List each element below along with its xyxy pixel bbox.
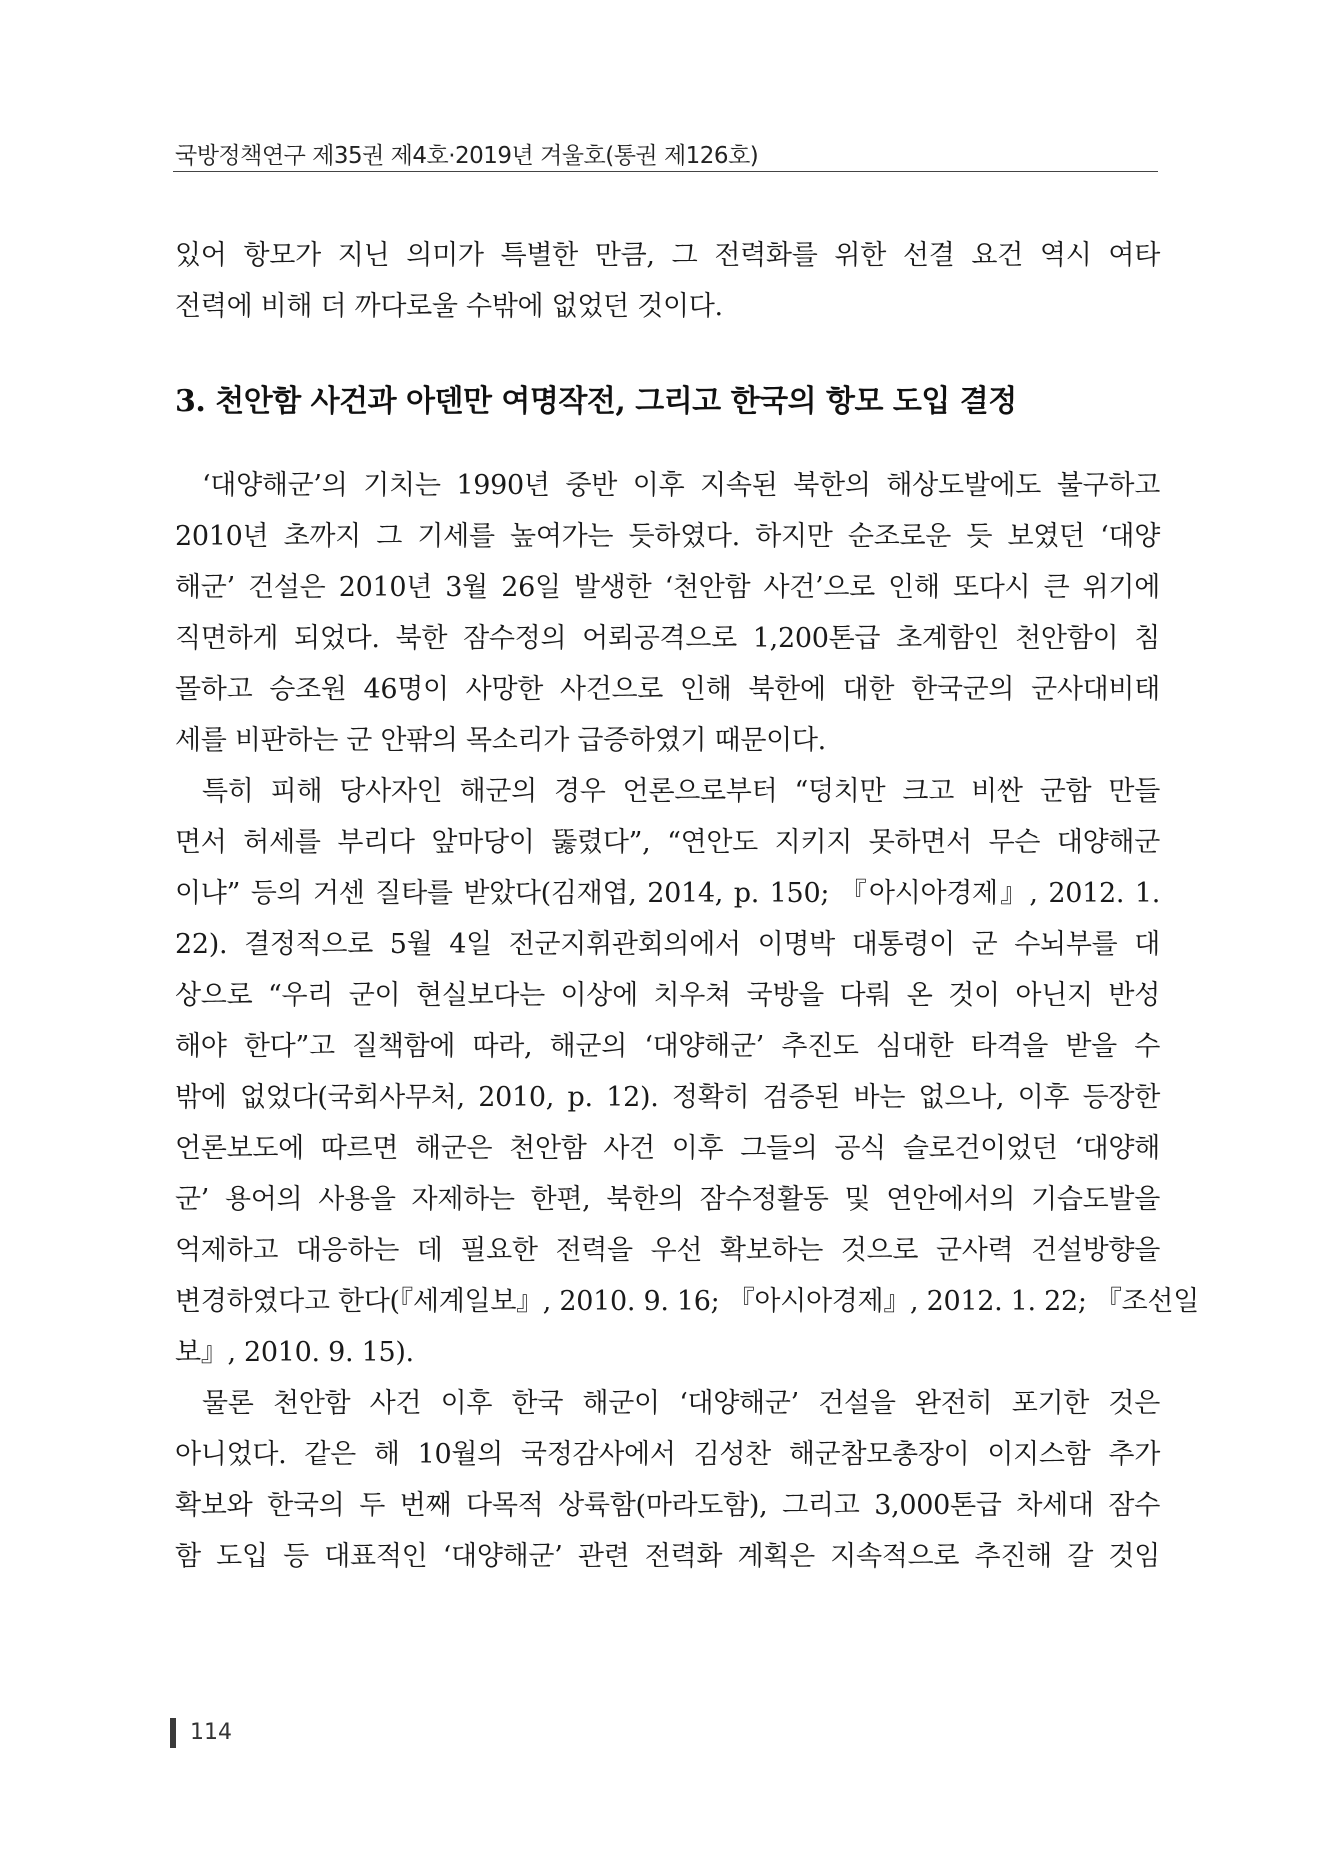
section-heading: 3. 천안함 사건과 아덴만 여명작전, 그리고 한국의 항모 도입 결정 [175, 384, 1017, 419]
text-line: 전력에 비해 더 까다로울 수밖에 없었던 것이다. [175, 291, 723, 322]
text-line: 특히 피해 당사자인 해군의 경우 언론으로부터 “덩치만 크고 비싼 군함 만들 [202, 776, 1160, 807]
paragraph-3 [175, 1378, 1160, 1582]
text-line: 억제하고 대응하는 데 필요한 전력을 우선 확보하는 것으로 군사력 건설방향을 [175, 1235, 1160, 1266]
text-line: 면서 허세를 부리다 앞마당이 뚫렸다”, “연안도 지키지 못하면서 무슨 대양해군 [175, 827, 1160, 858]
body-content [175, 230, 1199, 1582]
text-line: 해야 한다”고 질책함에 따라, 해군의 ‘대양해군’ 추진도 심대한 타격을 받을 수 [175, 1031, 1160, 1062]
paragraph-1 [175, 460, 1160, 766]
intro-paragraph [175, 230, 1160, 332]
page-number: 114 [190, 1720, 232, 1745]
text-line: 변경하였다고 한다(『세계일보』, 2010. 9. 16; 『아시아경제』, 2012. 1. 22; 『조선일 [175, 1286, 1199, 1317]
text-line: 보』, 2010. 9. 15). [175, 1337, 414, 1368]
paragraph-2 [175, 766, 1199, 1378]
text-line: 확보와 한국의 두 번째 다목적 상륙함(마라도함), 그리고 3,000톤급 차세대 잠수 [175, 1490, 1160, 1521]
text-line: 해군’ 건설은 2010년 3월 26일 발생한 ‘천안함 사건’으로 인해 또다시 큰 위기에 [175, 572, 1160, 603]
text-line: 함 도입 등 대표적인 ‘대양해군’ 관련 전력화 계획은 지속적으로 추진해 갈 것임 [175, 1541, 1160, 1572]
text-line: 밖에 없었다(국회사무처, 2010, p. 12). 정확히 검증된 바는 없으나, 이후 등장한 [175, 1082, 1160, 1113]
text-line: 물론 천안함 사건 이후 한국 해군이 ‘대양해군’ 건설을 완전히 포기한 것은 [202, 1388, 1160, 1419]
text-line: 아니었다. 같은 해 10월의 국정감사에서 김성찬 해군참모총장이 이지스함 추가 [175, 1439, 1160, 1470]
text-line: 몰하고 승조원 46명이 사망한 사건으로 인해 북한에 대한 한국군의 군사대비태 [175, 674, 1160, 705]
text-line: ‘대양해군’의 기치는 1990년 중반 이후 지속된 북한의 해상도발에도 불구하고 [202, 470, 1160, 501]
text-line: 군’ 용어의 사용을 자제하는 한편, 북한의 잠수정활동 및 연안에서의 기습도발을 [175, 1184, 1160, 1215]
text-line: 이냐” 등의 거센 질타를 받았다(김재엽, 2014, p. 150; 『아시아경제』, 2012. 1. [175, 878, 1160, 909]
running-header: 국방정책연구 제35권 제4호·2019년 겨울호(통권 제126호) [175, 143, 759, 169]
text-line: 상으로 “우리 군이 현실보다는 이상에 치우쳐 국방을 다뤄 온 것이 아닌지 반성 [175, 980, 1160, 1011]
text-line: 있어 항모가 지닌 의미가 특별한 만큼, 그 전력화를 위한 선결 요건 역시 여타 [175, 240, 1160, 271]
text-line: 직면하게 되었다. 북한 잠수정의 어뢰공격으로 1,200톤급 초계함인 천안함이 침 [175, 623, 1160, 654]
text-line: 세를 비판하는 군 안팎의 목소리가 급증하였기 때문이다. [175, 725, 826, 756]
text-line: 22). 결정적으로 5월 4일 전군지휘관회의에서 이명박 대통령이 군 수뇌부를 대 [175, 929, 1160, 960]
page-number-bar [170, 1718, 176, 1748]
text-line: 2010년 초까지 그 기세를 높여가는 듯하였다. 하지만 순조로운 듯 보였던 ‘대양 [175, 521, 1160, 552]
text-line: 언론보도에 따르면 해군은 천안함 사건 이후 그들의 공식 슬로건이었던 ‘대양해 [175, 1133, 1160, 1164]
header-rule [173, 171, 1158, 172]
